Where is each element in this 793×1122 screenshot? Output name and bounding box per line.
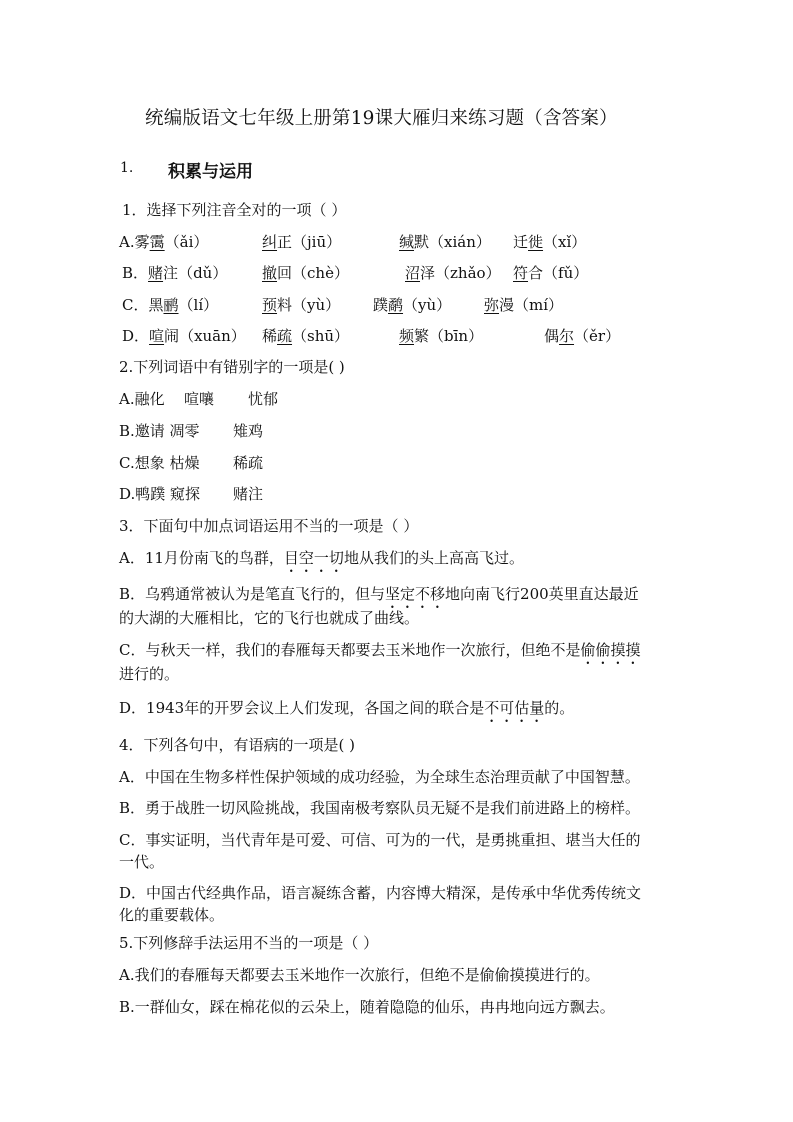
document-title: 统编版语文七年级上册第19课大雁归来练习题（含答案） xyxy=(145,108,618,129)
q4-option-b: B．勇于战胜一切风险挑战，我国南极考察队员无疑不是我们前进路上的榜样。 xyxy=(119,799,641,817)
q1-option-d-word2: 稀疏（shū） xyxy=(262,327,350,345)
q3-option-b-line2: 的大湖的大雁相比，它的飞行也就成了曲线。 xyxy=(119,609,420,627)
q2-option-b-word3: 雉鸡 xyxy=(233,422,264,440)
q1-option-b-word3: 沼泽（zhǎo） xyxy=(405,264,501,282)
q1-option-c: C．黑鹂（lí） xyxy=(122,296,219,314)
q1-option-b-word4: 符合（fǔ） xyxy=(513,264,589,282)
q5-option-b: B.一群仙女，踩在棉花似的云朵上，随着隐隐的仙乐，冉冉地向远方飘去。 xyxy=(119,998,615,1016)
q2-option-a: A.融化 xyxy=(119,390,165,408)
q2-stem: 2.下列词语中有错别字的一项是( ) xyxy=(119,358,345,376)
q5-option-a: A.我们的春雁每天都要去玉米地作一次旅行，但绝不是偷偷摸摸进行的。 xyxy=(119,966,600,984)
q3-option-a: A．11月份南飞的鸟群，目空一切地从我们的头上高高飞过。 xyxy=(119,549,524,567)
q1-option-d-word3: 频繁（bīn） xyxy=(399,327,484,345)
q1-option-a-word4: 迁徙（xǐ） xyxy=(513,233,587,251)
q1-option-b-word2: 撤回（chè） xyxy=(262,264,349,282)
q4-stem: 4．下列各句中，有语病的一项是( ) xyxy=(119,736,356,754)
q3-stem: 3．下面句中加点词语运用不当的一项是（ ） xyxy=(119,517,419,535)
q1-option-a-word2: 纠正（jiū） xyxy=(262,233,342,251)
q1-option-c-word2: 预料（yù） xyxy=(262,296,341,314)
q1-option-b: B．赌注（dǔ） xyxy=(122,264,228,282)
q4-option-c-line1: C．事实证明，当代青年是可爱、可信、可为的一代，是勇挑重担、堪当大任的 xyxy=(119,831,641,849)
q1-option-d-word4: 偶尔（ěr） xyxy=(544,327,621,345)
q1-option-a: A.雾霭（ǎi） xyxy=(119,233,209,251)
q1-option-a-word3: 缄默（xián） xyxy=(399,233,491,251)
q1-stem: 1．选择下列注音全对的一项（ ） xyxy=(122,201,347,219)
q2-option-d: D.鸭蹼 窥探 xyxy=(119,485,201,503)
q4-option-d-line1: D．中国古代经典作品，语言凝练含蓄，内容博大精深，是传承中华优秀传统文 xyxy=(119,884,642,902)
q3-option-b-line1: B．乌鸦通常被认为是笔直飞行的，但与坚定不移地向南飞行200英里直达最近 xyxy=(119,585,639,603)
q3-option-c-line1: C．与秋天一样，我们的春雁每天都要去玉米地作一次旅行，但绝不是偷偷摸摸 xyxy=(119,641,641,659)
section-number: 1. xyxy=(120,160,134,176)
q4-option-c-line2: 一代。 xyxy=(119,853,165,871)
q2-option-a-word2: 喧嚷 xyxy=(184,390,215,408)
q1-option-c-word3: 蹼鹬（yù） xyxy=(373,296,452,314)
q4-option-a: A．中国在生物多样性保护领域的成功经验，为全球生态治理贡献了中国智慧。 xyxy=(119,768,640,786)
q3-option-d: D．1943年的开罗会议上人们发现，各国之间的联合是不可估量的。 xyxy=(119,699,575,717)
q1-option-d: D．喧闹（xuān） xyxy=(122,327,246,345)
q4-option-d-line2: 化的重要载体。 xyxy=(119,906,225,924)
q2-option-c-word3: 稀疏 xyxy=(233,454,264,472)
q2-option-b: B.邀请 凋零 xyxy=(119,422,200,440)
q2-option-a-word3: 忧郁 xyxy=(248,390,279,408)
q1-option-c-word4: 弥漫（mí） xyxy=(484,296,564,314)
q3-option-c-line2: 进行的。 xyxy=(119,665,180,683)
q2-option-c: C.想象 枯燥 xyxy=(119,454,200,472)
section-title: 积累与运用 xyxy=(168,162,253,182)
q5-stem: 5.下列修辞手法运用不当的一项是（ ） xyxy=(119,934,379,952)
q2-option-d-word3: 赌注 xyxy=(233,485,264,503)
